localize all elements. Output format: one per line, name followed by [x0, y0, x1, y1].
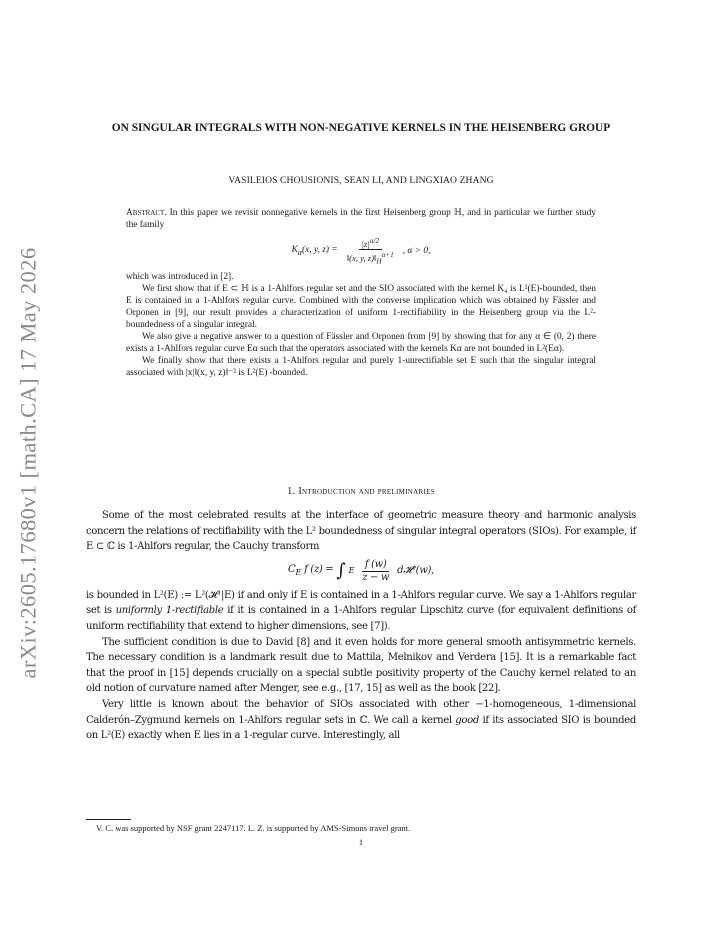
page-number: 1 — [358, 837, 364, 847]
cauchy-transform-formula — [86, 559, 636, 584]
arxiv-stamp-text: arXiv:2605.17680v1 [math.CA] 17 May 2026 — [15, 247, 40, 679]
section-title: Introduction and preliminaries — [298, 486, 435, 497]
cauchy-numerator: f (w) — [362, 559, 390, 572]
formula-condition: , α > 0, — [402, 246, 431, 257]
formula-numerator: |z| — [361, 238, 370, 249]
formula-numerator-exp: α/2 — [369, 237, 379, 245]
formula-sub: α — [297, 247, 302, 257]
body-paragraph-1: Some of the most celebrated results at the interface of geometric measure theory and harmonic analysis concern the relations of rectifiability with the L² boundedness of singular integral operators (SIOs). For example, if E ⊂ ℂ is 1-Ahlfors regular, the Cauchy transform — [86, 510, 636, 553]
abstract-paragraph-3: We finally show that there exists a 1-Ahlfors regular and purely 1-unrectifiable set E such that the singular integral associated with |x|‖(x, y, z)‖⁻² is L²(E) -bounded. — [126, 356, 596, 379]
paper-title: ON SINGULAR INTEGRALS WITH NON-NEGATIVE KERNELS IN THE HEISENBERG GROUP — [111, 122, 611, 134]
abstract-paragraph-2: We also give a negative answer to a question of Fässler and Orponen from [9] by showing that for any α ∈ (0, 2) there exists a 1-Ahlfors regular curve Eα such that the operators associated with the kernels Kα are not bounded in L²(Eα). — [126, 332, 596, 355]
cauchy-measure: d𝓗¹(w), — [397, 565, 434, 577]
arxiv-stamp — [9, 238, 47, 688]
footnote: V. C. was supported by NSF grant 2247117. L. Z. is supported by AMS-Simons travel grant. — [96, 823, 411, 833]
abstract-heading: Abstract. — [126, 208, 167, 218]
term-good: good — [455, 714, 479, 726]
abstract-intro — [126, 207, 596, 231]
body-paragraph-4: Very little is known about the behavior of SIOs associated with other −1-homogeneous, 1-dimensional Calderón–Zygmund kernels on 1-Ahlfors regular sets in ℂ. We call a kernel good if its associated SIO is bounded on L²(E) exactly when E lies in a 1-regular curve. Interestingly, all — [86, 698, 636, 742]
body-paragraph-3: The sufficient condition is due to David [8] and it even holds for more general smooth antisymmetric kernels. The necessary condition is a landmark result due to Mattila, Melnikov and Verdera [15]. It is a remarkable fact that the proof in [15] depends crucially on a special subtle positivity property of the Cauchy kernel related to an old notion of curvature named after Menger, see e.g., [17, 15] as well as the book [22]. — [86, 636, 636, 695]
kernel-formula — [126, 236, 596, 266]
cauchy-denominator: z − w — [362, 571, 390, 583]
formula-denominator-exp: α+1 — [381, 250, 394, 259]
cauchy-fraction — [359, 559, 392, 584]
body-text — [86, 508, 636, 744]
cauchy-lhs: C — [288, 563, 296, 575]
formula-args: (x, y, z) = — [301, 244, 338, 255]
abstract — [126, 207, 596, 379]
footnote-rule — [86, 819, 131, 820]
formula-denominator-sub: H — [376, 257, 382, 266]
integral-sign: ∫ — [336, 560, 346, 582]
formula-lhs: K — [291, 244, 298, 255]
term-uniformly-rectifiable: uniformly 1-rectifiable — [115, 605, 224, 617]
cauchy-lhs-sub: E — [295, 566, 302, 577]
author-list: VASILEIOS CHOUSIONIS, SEAN LI, AND LINGXIAO ZHANG — [228, 175, 494, 186]
abstract-after-formula: which was introduced in [2]. — [126, 272, 234, 283]
abstract-paragraph-1: We first show that if E ⊂ ℍ is a 1-Ahlfors regular set and the SIO associated with the kernel K₄ is L²(E)-bounded, then E is contained in a 1-Ahlfors regular curve. Combined with the converse implication which was obtained by Fässler and Orponen in [9], our result provides a characterization of uniform 1-rectifiability in the Heisenberg group via the L²-boundedness of a singular integral. — [126, 284, 596, 331]
body-paragraph-2: is bounded in L²(E) := L²(𝓗¹|E) if and only if E is contained in a 1-Ahlfors regular curve. We say a 1-Ahlfors regular set is uniformly 1-rectifiable if it is contained in a 1-Ahlfors regular Lipschitz curve (for equivalent definitions of uniform rectifiability that extend to higher dimensions, see [7]). — [86, 589, 636, 632]
abstract-intro-text: In this paper we revisit nonnegative kernels in the first Heisenberg group ℍ, and in particular we further study the family — [126, 208, 596, 230]
section-heading — [86, 486, 636, 497]
formula-fraction — [344, 236, 397, 266]
section-number: 1. — [287, 486, 296, 497]
cauchy-arg: f (z) = — [304, 563, 334, 575]
integral-domain: E — [348, 565, 355, 576]
formula-denominator: ‖(x, y, z)‖ — [346, 252, 377, 263]
